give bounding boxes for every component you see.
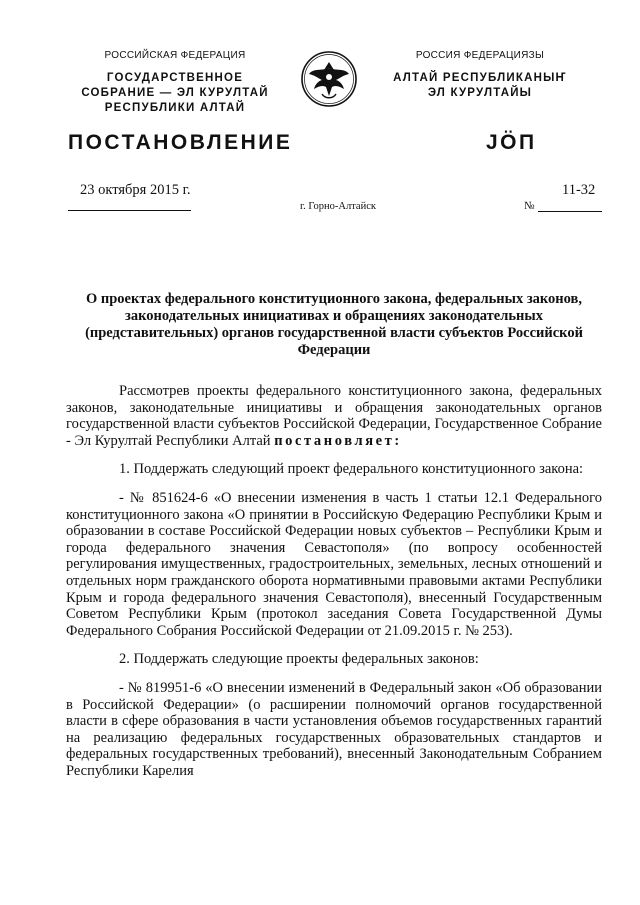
item-2-text: - № 819951-6 «О внесении изменений в Федеральный закон «Об образовании в Российской Федерации» (о расширении полномочий органов государственной власти в сфере образования в части установления объемов государственных гарантий на реализацию федеральных государственных образовательных стандартов и федеральных государственных требований), внесенный Законодательным Собранием Республики Карелия [66, 679, 602, 779]
intro-text: Рассмотрев проекты федерального конституционного закона, федеральных законов, законодательные инициативы и обращения законодательных органов государственной власти субъектов Российской Федерации, Государственное Собрание - Эл Курултай Республики Алтай [66, 383, 602, 449]
item-2-heading: 2. Поддержать следующие проекты федеральных законов: [119, 651, 479, 668]
header-right [375, 50, 585, 101]
header-left-country: РОССИЙСКАЯ ФЕДЕРАЦИЯ [104, 50, 246, 61]
title-jop: ЈӦП [486, 131, 537, 154]
item-1-heading: 1. Поддержать следующий проект федерального конституционного закона: [119, 461, 584, 478]
date-underline [68, 210, 191, 211]
document-number: 11-32 [562, 182, 596, 198]
header-right-org-line1: АЛТАЙ РЕСПУБЛИКАНЫҤ [393, 72, 567, 84]
header-left-org-line3: РЕСПУБЛИКИ АЛТАЙ [104, 102, 246, 114]
document-city: г. Горно-Алтайск [300, 201, 376, 212]
header-left-org-line1: ГОСУДАРСТВЕННОЕ [106, 72, 244, 84]
header-left [70, 50, 280, 116]
document-date: 23 октября 2015 г. [80, 182, 191, 198]
number-underline [538, 211, 602, 212]
number-label: № [524, 200, 535, 212]
document-heading: О проектах федерального конституционного закона, федеральных законов, законодательных инициативах и обращениях законодательных (представительных) органов государственной власти субъектов Российской Федерации [85, 291, 583, 358]
intro-paragraph [66, 383, 602, 449]
coat-of-arms-icon [300, 50, 358, 108]
header-right-country: РОССИЯ ФЕДЕРАЦИЯЗЫ [415, 50, 545, 61]
header-left-org-line2: СОБРАНИЕ — ЭЛ КУРУЛТАЙ [81, 87, 269, 99]
header-right-org-line2: ЭЛ КУРУЛТАЙЫ [427, 87, 533, 99]
item-1-text: - № 851624-6 «О внесении изменения в часть 1 статьи 12.1 Федерального конституционного закона «О принятии в Российскую Федерацию Республики Крым и образовании в составе Российской Федерации новых субъектов – Республики Крым и города федерального значения Севастополя» (по вопросу особенностей регулирования имущественных, градостроительных, земельных, лесных отношений и отдельных норм гражданского оборота нормативными правовыми актами Республики Крым и города федерального значения Севастополя), внесенный Государственным Советом Республики Крым (протокол заседания Совета Государственной Думы Федерального Собрания Российской Федерации от 21.09.2015 г. № 253). [66, 489, 602, 639]
document-body [66, 383, 602, 779]
postanovlyaet-word: постановляет: [274, 432, 402, 449]
title-postanovlenie: ПОСТАНОВЛЕНИЕ [68, 131, 293, 154]
